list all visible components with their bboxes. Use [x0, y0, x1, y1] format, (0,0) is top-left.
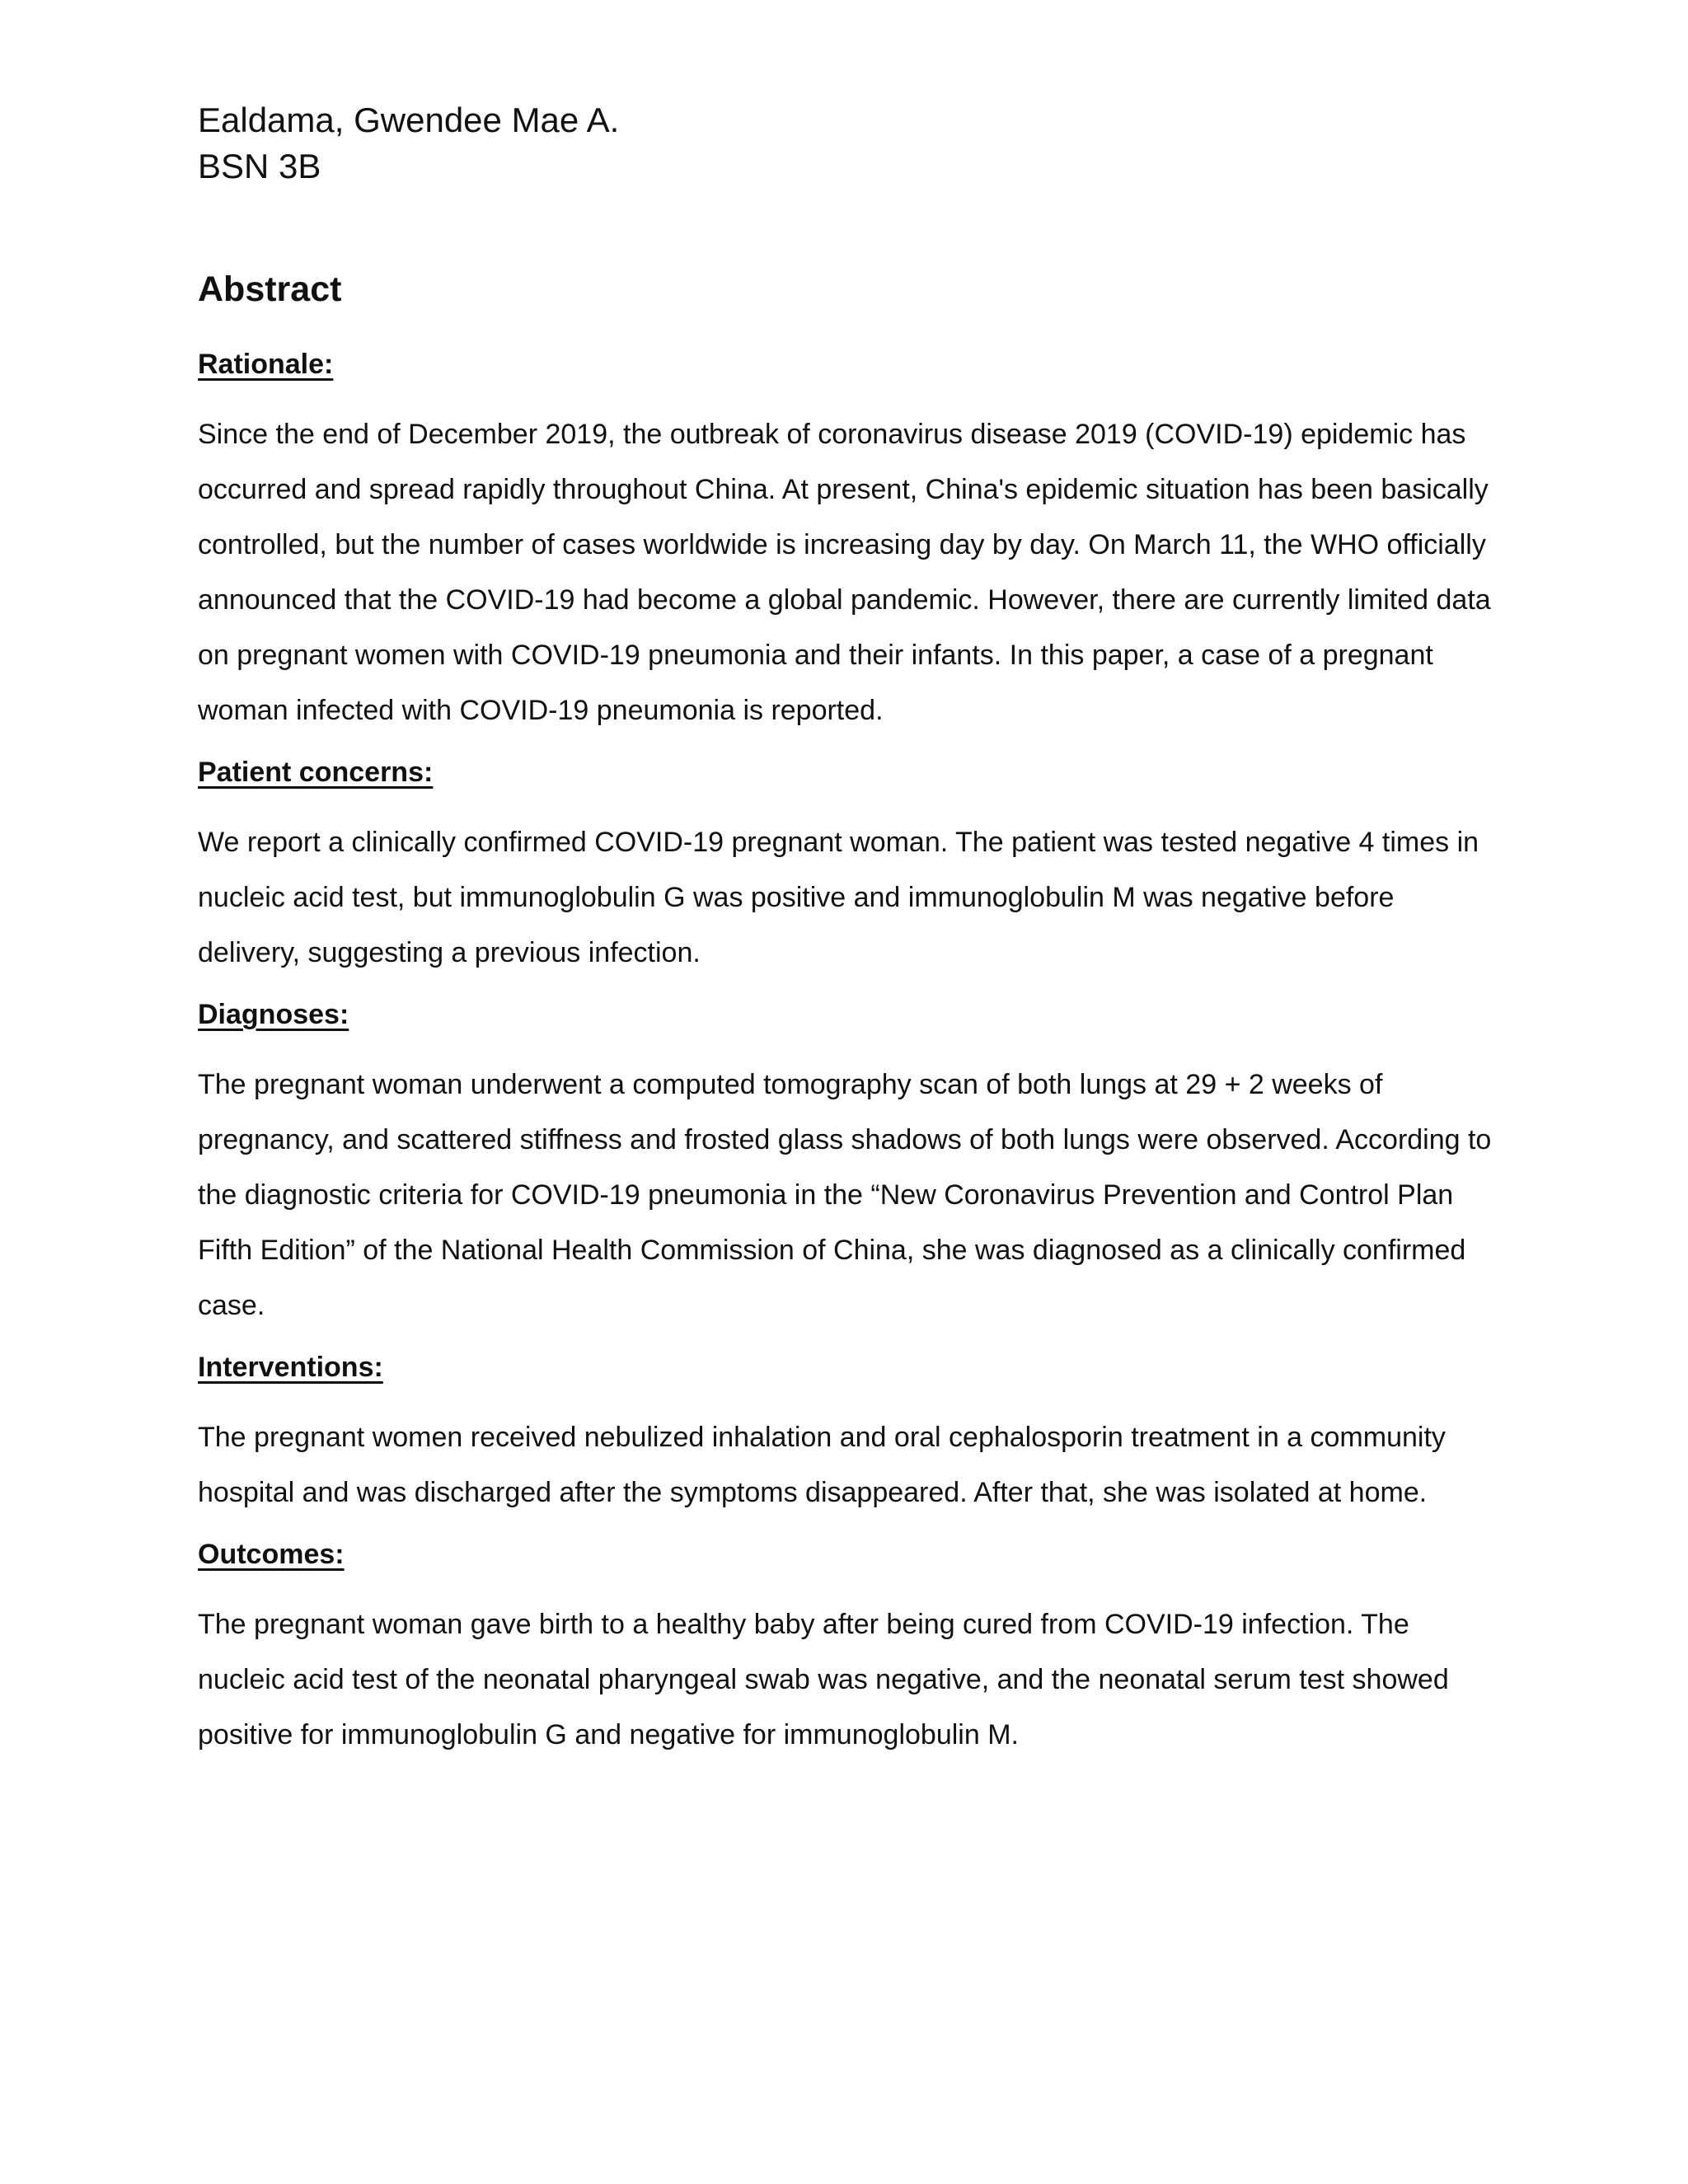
diagnoses-heading: Diagnoses:: [198, 999, 349, 1030]
author-class: BSN 3B: [198, 147, 321, 185]
document-content: [198, 97, 1500, 1763]
author-name: Ealdama, Gwendee Mae A.: [198, 101, 620, 139]
patient-concerns-paragraph: We report a clinically confirmed COVID-19 pregnant woman. The patient was tested negative 4 times in nucleic acid test, but immunoglobulin G was positive and immunoglobulin M was negative before delivery, suggesting a previous infection.: [198, 827, 1479, 968]
rationale-paragraph: Since the end of December 2019, the outbreak of coronavirus disease 2019 (COVID-19) epidemic has occurred and spread rapidly throughout China. At present, China's epidemic situation has been basically controlled, but the number of cases worldwide is increasing day by day. On March 11, the WHO officially announced that the COVID-19 had become a global pandemic. However, there are currently limited data on pregnant women with COVID-19 pneumonia and their infants. In this paper, a case of a pregnant woman infected with COVID-19 pneumonia is reported.: [198, 419, 1491, 726]
outcomes-paragraph: The pregnant woman gave birth to a healthy baby after being cured from COVID-19 infection. The nucleic acid test of the neonatal pharyngeal swab was negative, and the neonatal serum test showed positive for immunoglobulin G and negative for immunoglobulin M.: [198, 1609, 1449, 1750]
patient-concerns-heading: Patient concerns:: [198, 757, 434, 788]
rationale-heading: Rationale:: [198, 349, 334, 380]
interventions-paragraph: The pregnant women received nebulized inhalation and oral cephalosporin treatment in a community hospital and was discharged after the symptoms disappeared. After that, she was isolated at home.: [198, 1422, 1446, 1508]
interventions-heading: Interventions:: [198, 1352, 383, 1383]
abstract-title: Abstract: [198, 269, 342, 309]
diagnoses-paragraph: The pregnant woman underwent a computed tomography scan of both lungs at 29 + 2 weeks of pregnancy, and scattered stiffness and frosted glass shadows of both lungs were observed. According to the diagnostic criteria for COVID-19 pneumonia in the “New Coronavirus Prevention and Control Plan Fifth Edition” of the National Health Commission of China, she was diagnosed as a clinically confirmed case.: [198, 1069, 1492, 1321]
outcomes-heading: Outcomes:: [198, 1539, 345, 1570]
